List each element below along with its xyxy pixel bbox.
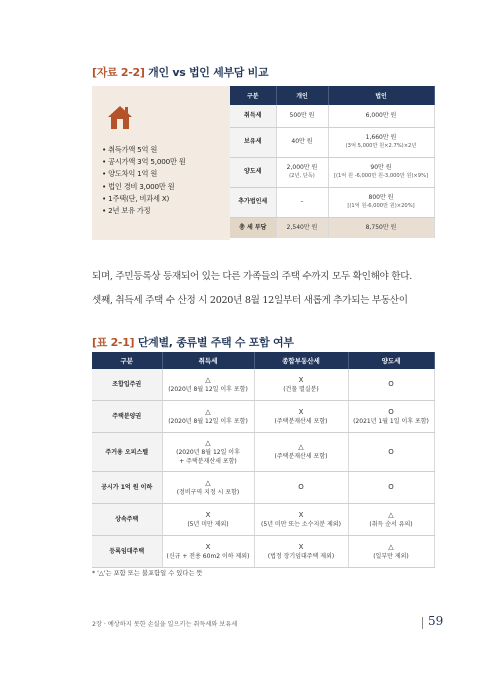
cell-symbol: X: [205, 510, 211, 519]
cell-note: + 주택분재산세 포함): [179, 457, 237, 465]
table-row: [92, 536, 434, 568]
table-header-row: [230, 86, 434, 105]
cell: [276, 157, 328, 187]
list-item: • 법인 경비 3,000만 원: [102, 181, 186, 193]
cell: [348, 401, 434, 433]
cell-note: (2년, 단독): [289, 173, 315, 179]
list-item: • 1주택(단, 비과세 X): [102, 193, 186, 205]
cell: [254, 504, 348, 536]
col-header: 구분: [230, 86, 276, 105]
cell-value: 800만 원: [368, 194, 394, 201]
cell: [254, 369, 348, 401]
cell: 6,000만 원: [328, 105, 434, 127]
cell: 8,750만 원: [328, 217, 434, 238]
cell-note: (5년 미만 또는 소수지분 제외): [261, 520, 341, 528]
body-paragraph: 셋째, 취득세 주택 수 산정 시 2020년 8월 12일부터 새롭게 추가되는 부동산이: [92, 295, 408, 306]
cell: –: [276, 187, 328, 217]
row-label: 보유세: [230, 127, 276, 157]
table-footnote: * '△'는 포함 또는 불포함일 수 있다는 뜻: [92, 570, 203, 577]
table-row: [230, 127, 434, 157]
cell-symbol: X: [298, 407, 304, 416]
cell-symbol: X: [298, 542, 304, 551]
cell-symbol: △: [388, 510, 394, 519]
cell: 40만 원: [276, 127, 328, 157]
house-count-table: [92, 352, 435, 568]
col-header: 양도세: [348, 352, 434, 369]
table-row: [92, 401, 434, 433]
table-row: [92, 369, 434, 401]
table-header-row: [92, 352, 434, 369]
list-item: • 양도차익 1억 원: [102, 168, 186, 180]
cell-symbol: O: [298, 483, 304, 491]
col-header: 개인: [276, 86, 328, 105]
cell-value: 1,660만 원: [365, 134, 397, 141]
cell: 2,540만 원: [276, 217, 328, 238]
cell: [162, 401, 254, 433]
house-icon: [106, 104, 134, 130]
cell: [254, 472, 348, 504]
cell: 500만 원: [276, 105, 328, 127]
cell-note: [(1억 원-6,000만 원)×20%]: [347, 203, 415, 209]
table-row: [92, 472, 434, 504]
cell-note: (건물 멸실분): [283, 385, 319, 393]
table-row: [230, 187, 434, 217]
cell: [328, 157, 434, 187]
cell-symbol: O: [388, 380, 394, 388]
row-label: 상속주택: [92, 504, 162, 536]
table-row: [230, 157, 434, 187]
table-caption: [92, 334, 294, 350]
caption-label: [자료 2-2]: [92, 66, 145, 79]
cell-note: (5년 미만 제외): [187, 520, 229, 528]
cell: [348, 369, 434, 401]
row-label: 취득세: [230, 105, 276, 127]
cell-note: (2020년 8월 12일 이후 포함): [168, 417, 248, 425]
cell: [348, 536, 434, 568]
assumption-box: [92, 86, 230, 240]
row-label: 공시가 1억 원 이하: [92, 472, 162, 504]
col-header: 종합부동산세: [254, 352, 348, 369]
row-label: 양도세: [230, 157, 276, 187]
cell-note: (정비구역 지정 시 포함): [176, 488, 240, 496]
cell-value: 90만 원: [370, 164, 392, 171]
cell: [254, 433, 348, 472]
row-label: 등록임대주택: [92, 536, 162, 568]
row-label: 조합입주권: [92, 369, 162, 401]
list-item: • 2년 보유 가정: [102, 205, 186, 217]
table-total-row: [230, 217, 434, 238]
list-item: • 취득가액 5억 원: [102, 144, 186, 156]
row-label: 주거용 오피스텔: [92, 433, 162, 472]
cell-symbol: △: [205, 438, 211, 447]
cell-symbol: X: [298, 510, 304, 519]
row-label: 총 세 부담: [230, 217, 276, 238]
cell: [162, 369, 254, 401]
cell: [348, 472, 434, 504]
cell-note: (신규 + 전용 60m2 이하 제외): [166, 552, 250, 560]
cell: [162, 536, 254, 568]
cell-note: (주택분재산세 포함): [274, 417, 328, 425]
col-header: 취득세: [162, 352, 254, 369]
list-item: • 공시가액 3억 5,000만 원: [102, 156, 186, 168]
cell-value: 2,000만 원: [286, 164, 318, 171]
cell-note: (주택분재산세 포함): [274, 453, 328, 460]
cell-symbol: O: [388, 407, 394, 416]
cell-symbol: △: [205, 478, 211, 487]
col-header: 법인: [328, 86, 434, 105]
cell: [328, 127, 434, 157]
cell: [348, 433, 434, 472]
cell-note: (취득 순서 유의): [369, 520, 413, 528]
page-number: 59: [428, 614, 444, 628]
caption-title: 단계별, 종류별 주택 수 포함 여부: [134, 336, 294, 349]
cell-symbol: X: [298, 375, 304, 384]
col-header: 구분: [92, 352, 162, 369]
cell-symbol: X: [205, 542, 211, 551]
table-row: [230, 105, 434, 127]
cell-note: (3억 5,000만 원×2.7%)×2년: [345, 143, 417, 149]
cell-note: (2020년 8월 12일 이후 포함): [168, 385, 248, 393]
assumption-list: [102, 144, 186, 217]
row-label: 주택분양권: [92, 401, 162, 433]
cell-symbol: △: [298, 443, 304, 451]
row-label: 추가법인세: [230, 187, 276, 217]
caption-title: 개인 vs 법인 세부담 비교: [144, 66, 269, 79]
cell-note: (2020년 8월 12일 이후: [176, 448, 240, 456]
figure-caption: [92, 64, 268, 80]
cell-symbol: △: [205, 407, 211, 416]
cell-note: (법정 장기임대주택 제외): [267, 552, 335, 560]
table-row: [92, 433, 434, 472]
table-row: [92, 504, 434, 536]
cell: [162, 504, 254, 536]
cell-note: (일부만 제외): [373, 552, 409, 560]
cell-note: [(1억 원 -6,000만 원-3,000만 원)×9%]: [333, 173, 429, 179]
cell-symbol: O: [388, 483, 394, 491]
cell-symbol: O: [388, 447, 394, 456]
cell-note: (2021년 1월 1일 이후 포함): [353, 417, 429, 425]
body-paragraph: 되며, 주민등록상 등재되어 있는 다른 가족들의 주택 수까지 모두 확인해야 한다.: [92, 271, 412, 282]
page-footer: 2장 · 예상하지 못한 손실을 일으키는 취득세와 보유세: [92, 621, 238, 628]
cell: [254, 401, 348, 433]
cell: [348, 504, 434, 536]
cell-symbol: △: [388, 542, 394, 551]
cell-symbol: △: [205, 375, 211, 384]
cell: [328, 187, 434, 217]
cell: [254, 536, 348, 568]
cell: [162, 433, 254, 472]
tax-comparison-table: [230, 86, 435, 238]
cell: [162, 472, 254, 504]
footer-divider: [422, 617, 423, 629]
caption-label: [표 2-1]: [92, 336, 135, 349]
